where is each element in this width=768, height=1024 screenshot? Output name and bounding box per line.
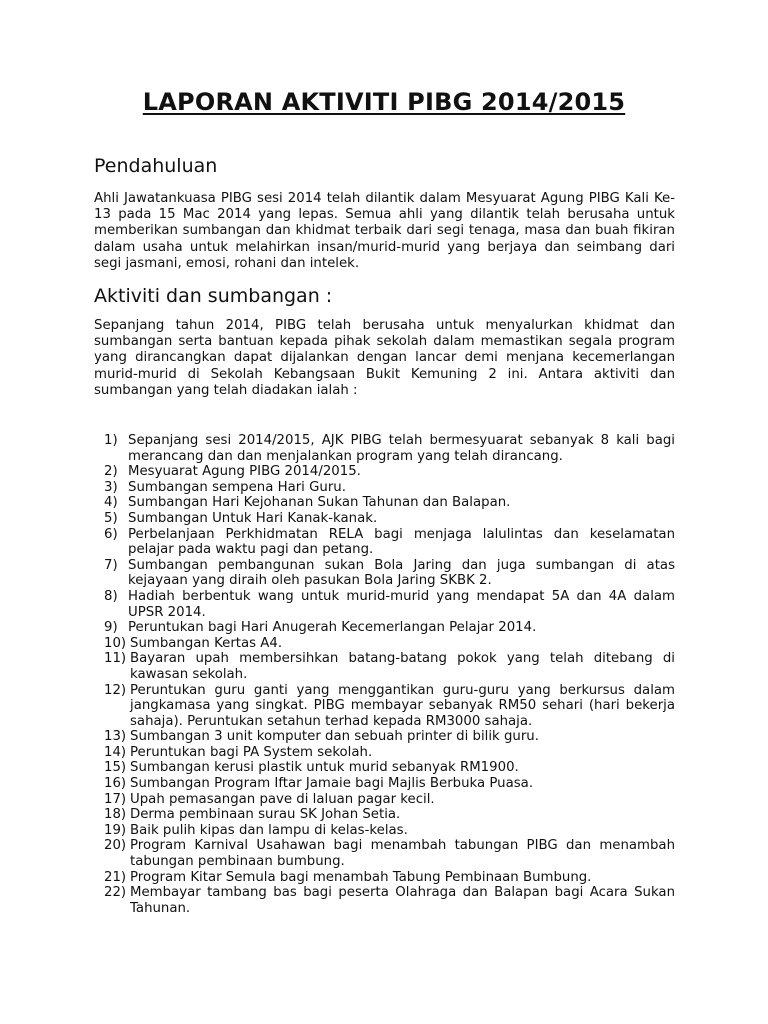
list-item <box>104 620 675 636</box>
list-item <box>104 636 675 652</box>
list-item-number: 6) <box>104 526 118 542</box>
list-item <box>104 792 675 808</box>
list-item-number: 8) <box>104 588 118 604</box>
list-item <box>104 807 675 823</box>
list-item <box>104 480 675 496</box>
list-item-text: Sumbangan kerusi plastik untuk murid sebanyak RM1900. <box>130 760 519 776</box>
list-item-number: 13) <box>104 729 127 745</box>
list-item <box>104 760 675 776</box>
list-item-text: Sumbangan Hari Kejohanan Sukan Tahunan dan Balapan. <box>128 495 511 511</box>
list-item <box>104 729 675 745</box>
list-item-number: 14) <box>104 744 127 760</box>
list-item <box>104 651 675 682</box>
list-item-text: Program Kitar Semula bagi menambah Tabung Pembinaan Bumbung. <box>130 869 592 885</box>
list-item <box>104 433 675 464</box>
list-item-number: 12) <box>104 682 127 698</box>
list-item-number: 22) <box>104 885 127 901</box>
list-item-text: Peruntukan bagi Hari Anugerah Kecemerlangan Pelajar 2014. <box>128 620 537 636</box>
list-item-number: 15) <box>104 760 127 776</box>
list-item-text: Membayar tambang bas bagi peserta Olahraga dan Balapan bagi Acara Sukan Tahunan. <box>130 885 675 916</box>
list-item-number: 11) <box>104 651 127 667</box>
list-item <box>104 838 675 869</box>
list-item-number: 20) <box>104 838 127 854</box>
list-item-number: 18) <box>104 807 127 823</box>
activities-paragraph: Sepanjang tahun 2014, PIBG telah berusaha untuk menyalurkan khidmat dan sumbangan serta bantuan kepada pihak sekolah dalam memastikan segala program yang dirancangkan dapat dijalankan dengan lancar demi menjana kecemerlangan murid-murid di Sekolah Kebangsaan Bukit Kemuning 2 ini. Antara aktiviti dan sumbangan yang telah diadakan ialah : <box>94 318 675 398</box>
list-item-text: Sumbangan sempena Hari Guru. <box>128 479 346 495</box>
list-item-number: 2) <box>104 464 118 480</box>
list-item-number: 19) <box>104 822 127 838</box>
list-item-number: 4) <box>104 495 118 511</box>
list-item <box>104 885 675 916</box>
list-item-number: 7) <box>104 557 118 573</box>
list-item <box>104 776 675 792</box>
list-item-text: Peruntukan bagi PA System sekolah. <box>130 744 373 760</box>
document-title: LAPORAN AKTIVITI PIBG 2014/2015 <box>142 88 626 116</box>
list-item-text: Hadiah berbentuk wang untuk murid-murid yang mendapat 5A dan 4A dalam UPSR 2014. <box>128 588 675 620</box>
list-item-number: 1) <box>104 433 118 448</box>
list-item-number: 21) <box>104 869 127 885</box>
list-item <box>104 495 675 511</box>
list-item-text: Sumbangan pembangunan sukan Bola Jaring dan juga sumbangan di atas kejayaan yang diraih oleh pasukan Bola Jaring SKBK 2. <box>128 557 675 589</box>
list-item <box>104 870 675 886</box>
list-item-number: 5) <box>104 510 118 526</box>
list-item <box>104 745 675 761</box>
section-heading-aktiviti: Aktiviti dan sumbangan : <box>94 285 333 307</box>
list-item-text: Program Karnival Usahawan bagi menambah tabungan PIBG dan menambah tabungan pembinaan bumbung. <box>130 838 675 870</box>
list-item-text: Bayaran upah membersihkan batang-batang pokok yang telah ditebang di kawasan sekolah. <box>130 651 675 682</box>
list-item-text: Sumbangan Untuk Hari Kanak-kanak. <box>128 510 378 526</box>
list-item <box>104 464 675 480</box>
list-item-text: Derma pembinaan surau SK Johan Setia. <box>130 807 401 823</box>
list-item <box>104 558 675 589</box>
intro-paragraph: Ahli Jawatankuasa PIBG sesi 2014 telah dilantik dalam Mesyuarat Agung PIBG Kali Ke-13 pada 15 Mac 2014 yang lepas. Semua ahli yang dilantik telah berusaha untuk memberikan sumbangan dan khidmat terbaik dari segi tenaga, masa dan buah fikiran dalam usaha untuk melahirkan insan/murid-murid yang berjaya dan seimbang dari segi jasmani, emosi, rohani dan intelek. <box>94 191 675 271</box>
activities-list <box>104 433 675 916</box>
list-item <box>104 683 675 730</box>
list-item <box>104 511 675 527</box>
list-item-text: Sumbangan Kertas A4. <box>130 635 283 651</box>
list-item-text: Perbelanjaan Perkhidmatan RELA bagi menjaga lalulintas dan keselamatan pelajar pada waktu pagi dan petang. <box>128 526 675 558</box>
list-item-text: Upah pemasangan pave di laluan pagar kecil. <box>130 791 435 807</box>
list-item <box>104 527 675 558</box>
list-item-text: Peruntukan guru ganti yang menggantikan guru-guru yang berkursus dalam jangkamasa yang singkat. PIBG membayar sebanyak RM50 sehari (hari bekerja sahaja). Peruntukan setahun terhad kepada RM3000 sahaja. <box>130 682 675 729</box>
list-item-text: Sepanjang sesi 2014/2015, AJK PIBG telah bermesyuarat sebanyak 8 kali bagi merancang dan dan menjalankan program yang telah dirancang. <box>128 433 675 464</box>
list-item-text: Baik pulih kipas dan lampu di kelas-kelas. <box>130 822 408 838</box>
list-item-number: 10) <box>104 635 127 651</box>
list-item-number: 9) <box>104 620 118 636</box>
section-heading-pendahuluan: Pendahuluan <box>94 155 218 177</box>
list-item-number: 3) <box>104 479 118 495</box>
list-item-number: 17) <box>104 791 127 807</box>
list-item-text: Sumbangan 3 unit komputer dan sebuah printer di bilik guru. <box>130 729 539 745</box>
list-item-text: Sumbangan Program Iftar Jamaie bagi Majlis Berbuka Puasa. <box>130 776 534 792</box>
list-item-number: 16) <box>104 776 127 792</box>
list-item <box>104 823 675 839</box>
list-item <box>104 589 675 620</box>
list-item-text: Mesyuarat Agung PIBG 2014/2015. <box>128 464 361 480</box>
